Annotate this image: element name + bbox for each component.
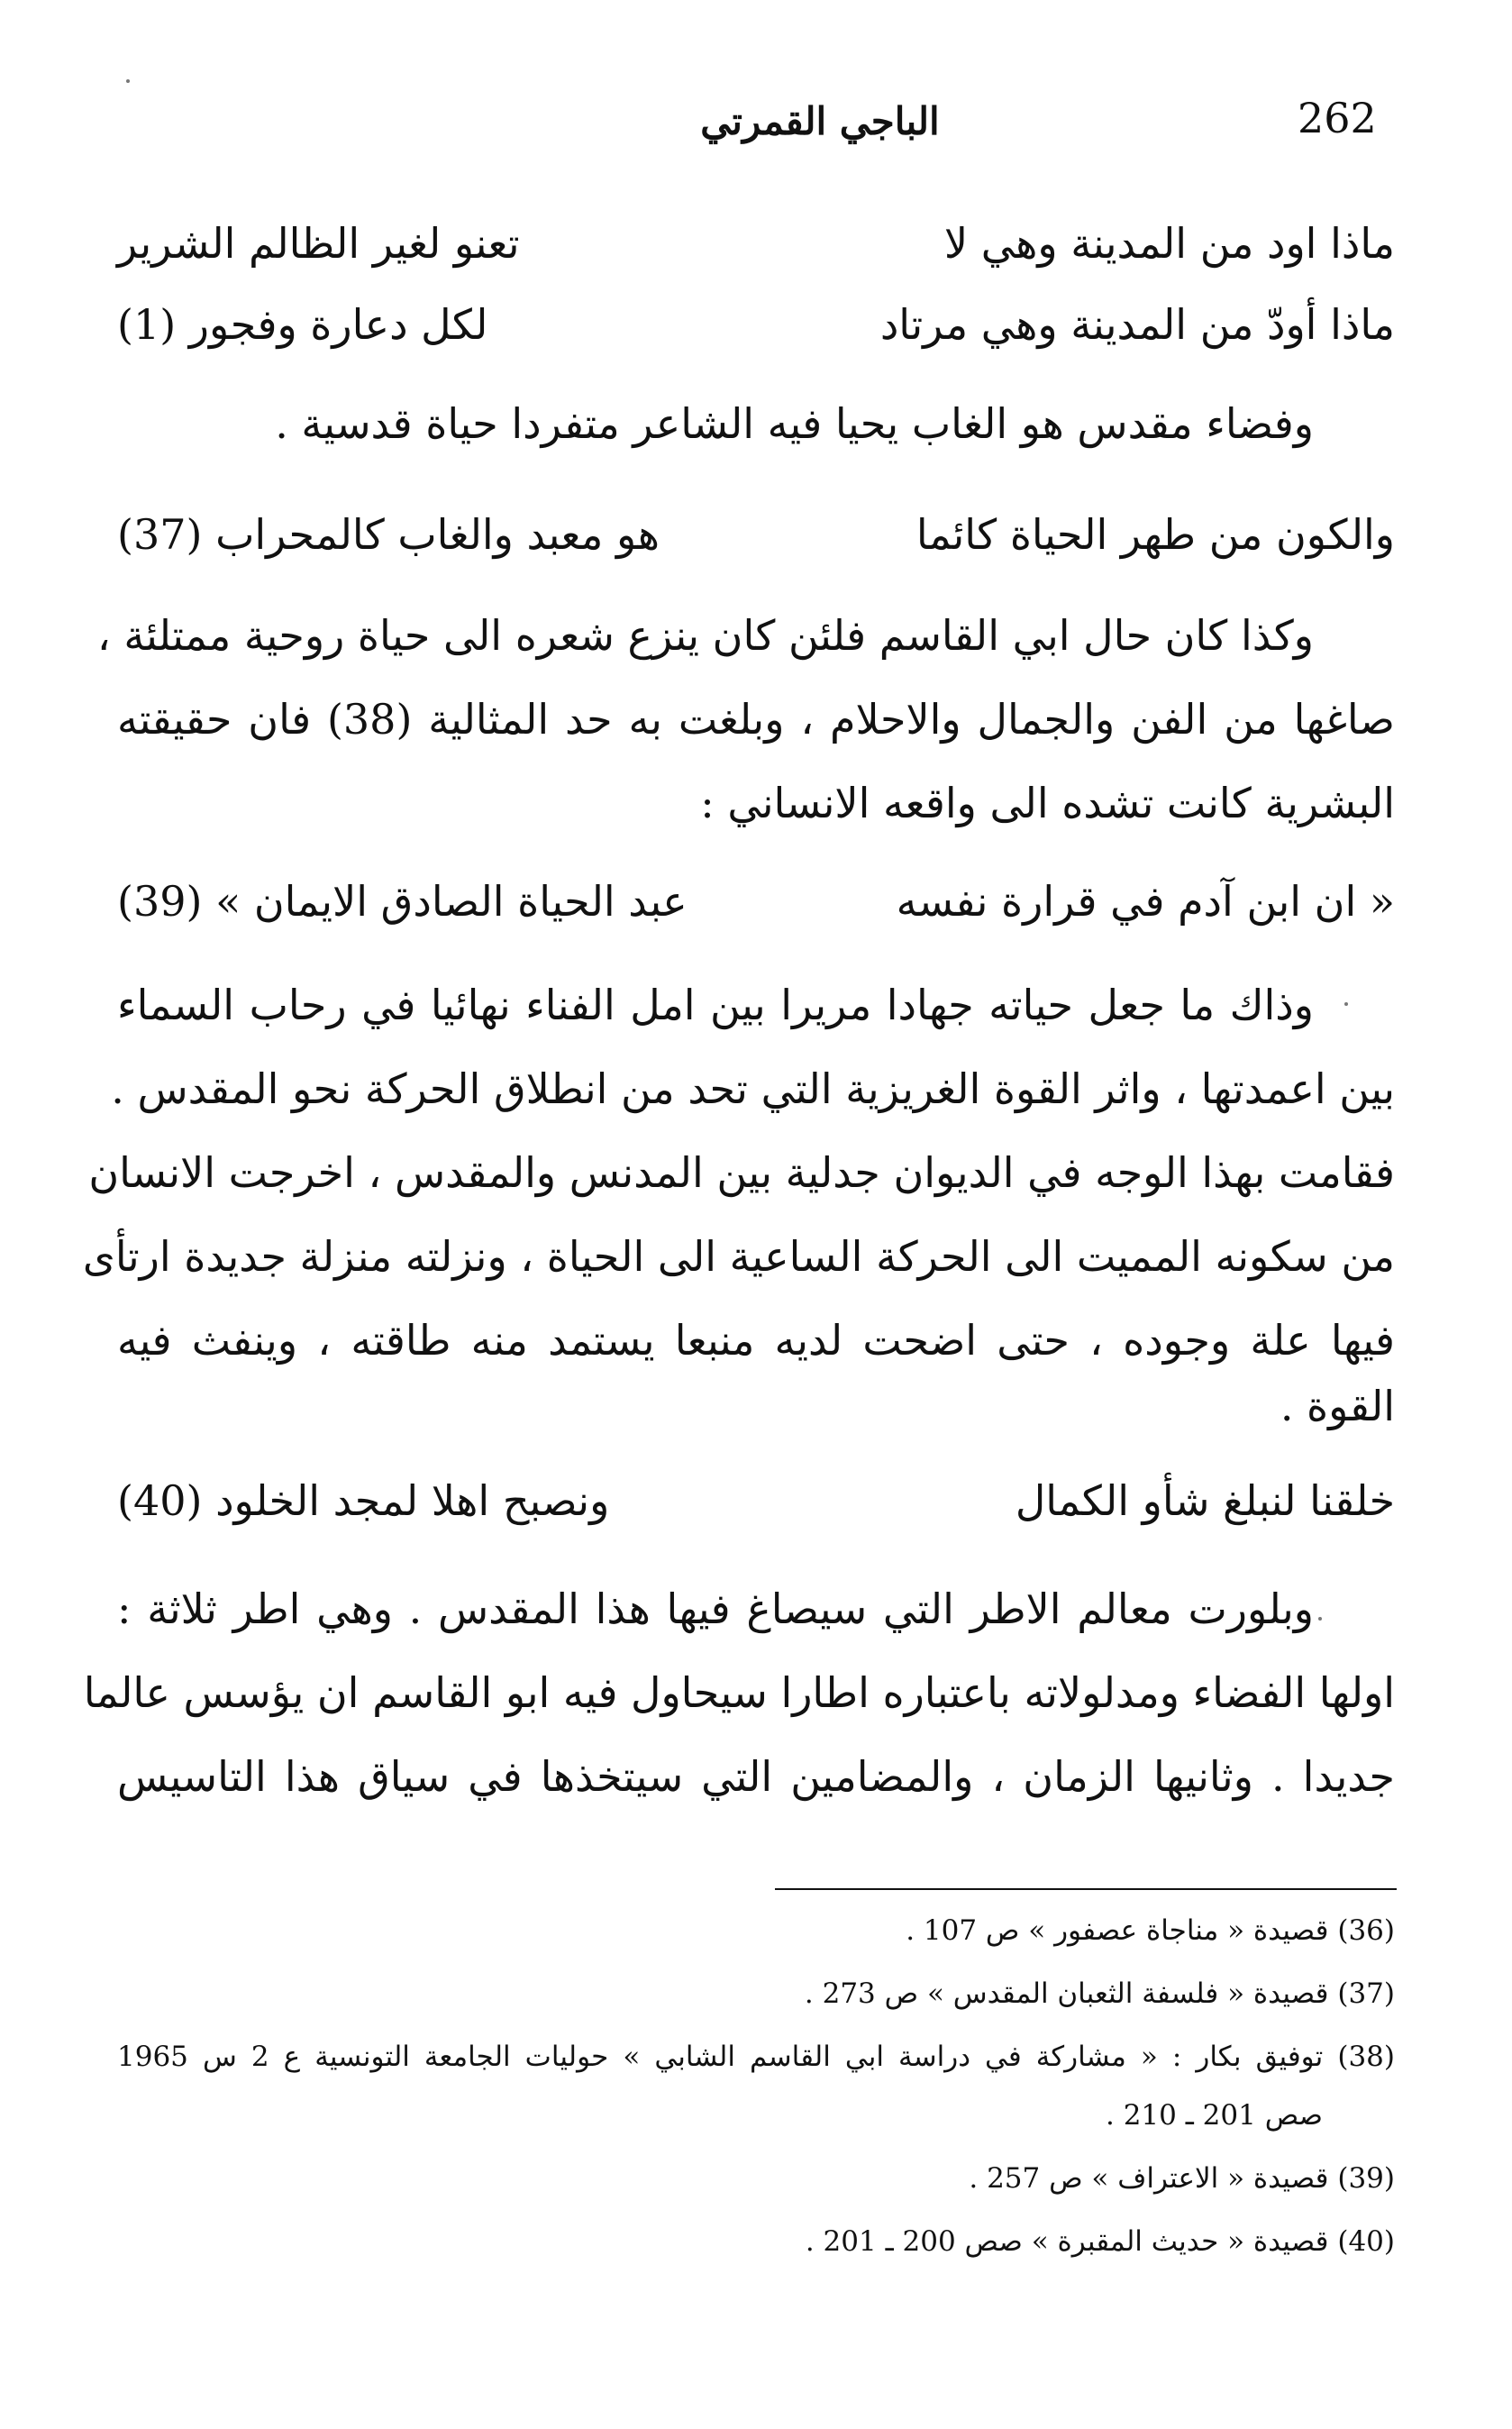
paragraph-line: وبلورت معالم الاطر التي سيصاغ فيها هذا المقدس . وهي اطر ثلاثة : [117, 1584, 1314, 1633]
scan-speck [1318, 1617, 1322, 1621]
paragraph-line: بين اعمدتها ، واثر القوة الغريزية التي تحد من انطلاق الحركة نحو المقدس . [111, 1064, 1395, 1113]
verse-line [117, 879, 1395, 925]
verse-hemistich: خلقنا لنبلغ شأو الكمال [1015, 1476, 1395, 1525]
footnote: (38) توفيق بكار : « مشاركة في دراسة ابي القاسم الشابي » حوليات الجامعة التونسية ع 2 س 1965 [117, 2041, 1395, 2073]
paragraph-line: وكذا كان حال ابي القاسم فلئن كان ينزع شعره الى حياة روحية ممتلئة ، [96, 611, 1314, 660]
verse-hemistich: ماذا اود من المدينة وهي لا [943, 219, 1395, 268]
paragraph-line: جديدا . وثانيها الزمان ، والمضامين التي سيتخذها في سياق هذا التاسيس [117, 1752, 1395, 1801]
paragraph-line: وفضاء مقدس هو الغاب يحيا فيه الشاعر متفردا حياة قدسية . [275, 399, 1314, 448]
footnote-continuation: صص 201 ـ 210 . [1105, 2099, 1323, 2132]
paragraph-line: فيها علة وجوده ، حتى اضحت لديه منبعا يستمد منه طاقته ، وينفث فيه [117, 1316, 1395, 1365]
scan-speck [126, 79, 130, 83]
running-title: الباجي القمرتي [700, 99, 940, 143]
verse-hemistich: لكل دعارة وفجور (1) [117, 300, 488, 349]
page-number: 262 [1298, 94, 1377, 142]
scan-speck [1344, 1002, 1348, 1006]
footnote: (39) قصيدة « الاعتراف » ص 257 . [969, 2162, 1395, 2195]
paragraph-line: من سكونه المميت الى الحركة الساعية الى الحياة ، ونزلته منزلة جديدة ارتأى [82, 1232, 1395, 1281]
paragraph-line: البشرية كانت تشده الى واقعه الانساني : [700, 779, 1395, 827]
paragraph-line: اولها الفضاء ومدلولاته باعتباره اطارا سيحاول فيه ابو القاسم ان يؤسس عالما [83, 1668, 1395, 1717]
paragraph-line: فقامت بهذا الوجه في الديوان جدلية بين المدنس والمقدس ، اخرجت الانسان [88, 1148, 1395, 1197]
footnote: (36) قصيدة « مناجاة عصفور » ص 107 . [906, 1914, 1395, 1947]
verse-hemistich: عبد الحياة الصادق الايمان » (39) [117, 877, 688, 926]
paragraph-line: صاغها من الفن والجمال والاحلام ، وبلغت به حد المثالية (38) فان حقيقته [117, 695, 1395, 744]
footnote: (40) قصيدة « حديث المقبرة » صص 200 ـ 201 . [805, 2225, 1395, 2258]
verse-hemistich: « ان ابن آدم في قرارة نفسه [896, 877, 1395, 926]
verse-line [117, 302, 1395, 348]
verse-hemistich: ونصبح اهلا لمجد الخلود (40) [117, 1476, 610, 1525]
verse-hemistich: هو معبد والغاب كالمحراب (37) [117, 510, 660, 559]
verse-line [117, 1478, 1395, 1524]
verse-hemistich: تعنو لغير الظالم الشرير [117, 219, 520, 268]
verse-line [117, 512, 1395, 558]
verse-hemistich: والكون من طهر الحياة كائما [915, 510, 1395, 559]
paragraph-line: القوة . [1280, 1382, 1395, 1430]
verse-line [117, 221, 1395, 267]
footnote-separator [775, 1888, 1397, 1890]
paragraph-line: وذاك ما جعل حياته جهادا مريرا بين امل الفناء نهائيا في رحاب السماء [117, 981, 1314, 1029]
verse-hemistich: ماذا أودّ من المدينة وهي مرتاد [879, 300, 1395, 349]
footnote: (37) قصيدة « فلسفة الثعبان المقدس » ص 273 . [804, 1977, 1395, 2010]
